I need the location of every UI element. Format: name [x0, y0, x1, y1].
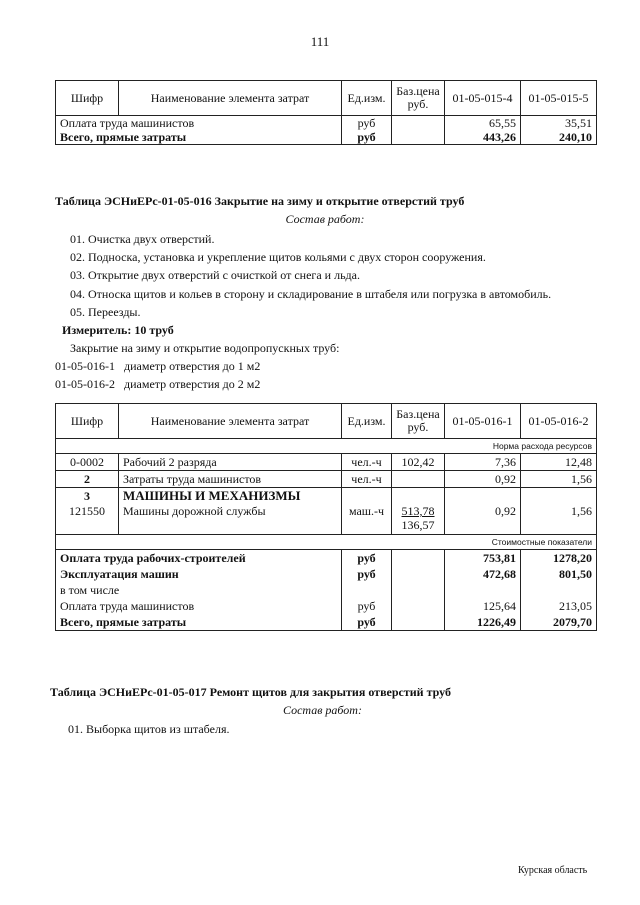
variant-item: [55, 359, 260, 374]
work-item: 01. Очистка двух отверстий.: [70, 232, 215, 246]
works-heading: Состав работ:: [283, 703, 362, 717]
header-price: Баз.цена руб.: [392, 404, 445, 439]
header-col2: 01-05-016-2: [521, 404, 597, 439]
header-name: Наименование элемента затрат: [119, 404, 342, 439]
variant-text: диаметр отверстия до 2 м2: [124, 377, 261, 391]
work-item: 04. Относка щитов и кольев в сторону и складирование в штабеля или погрузка в автомобиль.: [70, 287, 552, 301]
header-col2: 01-05-015-5: [521, 81, 597, 116]
header-code: Шифр: [56, 404, 119, 439]
base-price: 513,78: [401, 504, 435, 518]
table-row: в том числе: [56, 582, 597, 598]
variant-code: 01-05-016-2: [55, 377, 115, 391]
cost-label: Стоимостные показатели: [56, 535, 597, 550]
section-016-title: Таблица ЭСНиЕРс-01-05-016 Закрытие на зиму и открытие отверстий труб: [55, 194, 465, 208]
variant-description: Закрытие на зиму и открытие водопропускных труб:: [70, 341, 340, 355]
header-unit: Ед.изм.: [342, 404, 392, 439]
page-number: 111: [310, 34, 330, 49]
top-table: [55, 80, 597, 145]
table-row: Оплата труда машинистов руб 65,55 35,51: [56, 116, 597, 131]
footer-region: Курская область: [518, 865, 588, 876]
table-row: 0-0002 Рабочий 2 разряда чел.-ч 102,42 7,36 12,48: [56, 454, 597, 471]
header-col1: 01-05-015-4: [445, 81, 521, 116]
work-item: 01. Выборка щитов из штабеля.: [68, 722, 230, 736]
table-row: Всего, прямые затраты руб 1226,49 2079,70: [56, 614, 597, 631]
norm-label: Норма расхода ресурсов: [56, 439, 597, 454]
header-code: Шифр: [56, 81, 119, 116]
header-price: Баз.цена руб.: [392, 81, 445, 116]
work-item: 03. Открытие двух отверстий с очисткой от снега и льда.: [70, 268, 360, 282]
header-col1: 01-05-016-1: [445, 404, 521, 439]
variant-code: 01-05-016-1: [55, 359, 115, 373]
work-item: 05. Переезды.: [70, 305, 141, 319]
base-price-2: 136,57: [401, 518, 435, 532]
section-017-title: Таблица ЭСНиЕРс-01-05-017 Ремонт щитов для закрытия отверстий труб: [50, 685, 451, 699]
table-row: Оплата труда рабочих-строителей руб 753,81 1278,20: [56, 550, 597, 567]
works-heading: Состав работ:: [285, 212, 365, 226]
table-row: 121550 Машины дорожной службы маш.-ч 513,78 136,57 0,92 1,56: [56, 504, 597, 535]
table-row: Эксплуатация машин руб 472,68 801,50: [56, 566, 597, 582]
table-row: 3 МАШИНЫ И МЕХАНИЗМЫ: [56, 488, 597, 505]
variant-text: диаметр отверстия до 1 м2: [124, 359, 261, 373]
header-unit: Ед.изм.: [342, 81, 392, 116]
measure-unit: Измеритель: 10 труб: [62, 323, 174, 337]
table-row: Оплата труда машинистов руб 125,64 213,05: [56, 598, 597, 614]
table-016: [55, 403, 597, 631]
table-row: Всего, прямые затраты руб 443,26 240,10: [56, 130, 597, 145]
variant-item: [55, 377, 260, 392]
table-row: 2 Затраты труда машинистов чел.-ч 0,92 1,56: [56, 471, 597, 488]
work-item: 02. Подноска, установка и укрепление щитов кольями с двух сторон сооружения.: [70, 250, 486, 264]
header-name: Наименование элемента затрат: [119, 81, 342, 116]
